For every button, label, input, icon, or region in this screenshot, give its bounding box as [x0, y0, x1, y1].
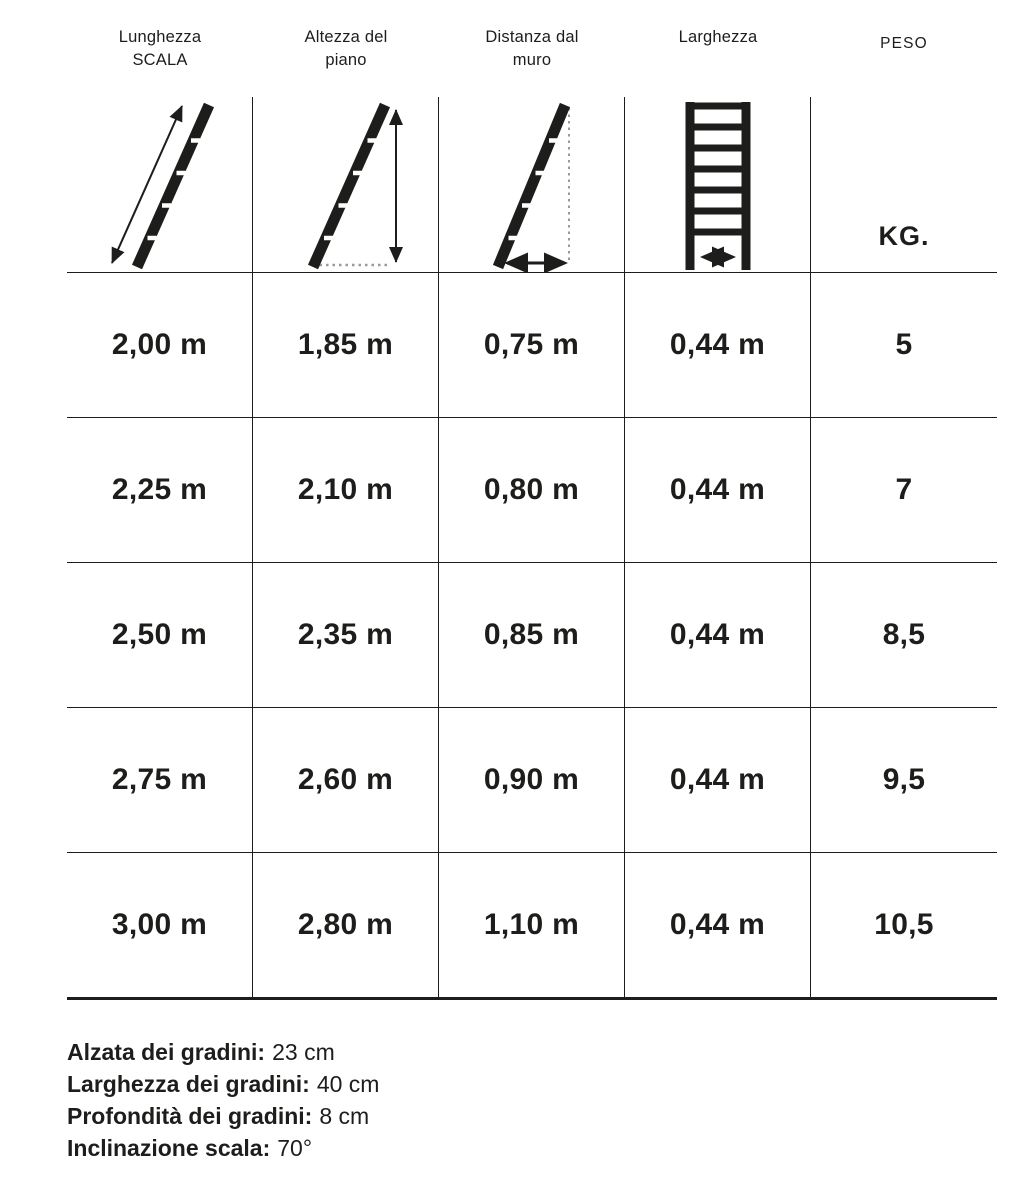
header-line: SCALA: [132, 50, 188, 69]
table-cell-distanza: 0,80 m: [439, 417, 625, 562]
column-header-altezza-piano: [253, 26, 439, 72]
table-cell-distanza: 0,90 m: [439, 707, 625, 852]
column-header-peso: [811, 26, 997, 72]
table-cell-altezza: 2,10 m: [253, 417, 439, 562]
header-line: Larghezza: [678, 28, 758, 46]
wall-distance-icon: [439, 97, 625, 272]
table-cell-larghezza: 0,44 m: [625, 707, 811, 852]
column-header-lunghezza-scala: [67, 26, 253, 72]
table-cell-altezza: 2,80 m: [253, 852, 439, 997]
table-cell-peso: 5: [811, 272, 997, 417]
column-header-distanza-muro: [439, 26, 625, 72]
table-cell-altezza: 2,60 m: [253, 707, 439, 852]
table-cell-lunghezza: 3,00 m: [67, 852, 253, 997]
spec-label: Larghezza dei gradini:: [67, 1071, 310, 1097]
ladder-length-icon: [67, 97, 253, 272]
header-line: muro: [512, 50, 552, 69]
spec-line-inclinazione: [67, 1132, 967, 1164]
spec-value: 70°: [277, 1135, 313, 1161]
table-cell-peso: 7: [811, 417, 997, 562]
header-line: PESO: [880, 35, 928, 52]
wall-distance-icon-svg: [447, 100, 617, 272]
table-cell-distanza: 0,75 m: [439, 272, 625, 417]
table-cell-distanza: 1,10 m: [439, 852, 625, 997]
column-header-larghezza: [625, 26, 811, 72]
spec-label: Profondità dei gradini:: [67, 1103, 313, 1129]
header-line: Distanza dal: [485, 28, 579, 46]
spec-line-larghezza: [67, 1068, 967, 1100]
weight-unit-cell: [811, 97, 997, 272]
spec-table: [67, 97, 997, 1000]
spec-value: 8 cm: [319, 1103, 370, 1129]
spec-label: Inclinazione scala:: [67, 1135, 271, 1161]
table-cell-larghezza: 0,44 m: [625, 852, 811, 997]
ladder-width-icon-svg: [633, 100, 803, 272]
table-cell-altezza: 2,35 m: [253, 562, 439, 707]
header-line: Lunghezza: [118, 28, 202, 46]
table-cell-larghezza: 0,44 m: [625, 562, 811, 707]
table-cell-distanza: 0,85 m: [439, 562, 625, 707]
spec-value: 40 cm: [316, 1071, 380, 1097]
kg-unit-label: KG.: [878, 221, 930, 251]
column-headers: [67, 26, 997, 72]
header-line: piano: [325, 50, 367, 69]
table-cell-lunghezza: 2,00 m: [67, 272, 253, 417]
ladder-width-icon: [625, 97, 811, 272]
platform-height-icon: [253, 97, 439, 272]
spec-label: Alzata dei gradini:: [67, 1039, 266, 1065]
ladder-length-icon-svg: [75, 100, 245, 272]
footer-specs: [67, 1036, 967, 1164]
table-cell-lunghezza: 2,75 m: [67, 707, 253, 852]
table-cell-lunghezza: 2,50 m: [67, 562, 253, 707]
header-line: Altezza del: [304, 28, 388, 46]
spec-line-profondita: [67, 1100, 967, 1132]
table-cell-larghezza: 0,44 m: [625, 272, 811, 417]
platform-height-icon-svg: [261, 100, 431, 272]
table-cell-lunghezza: 2,25 m: [67, 417, 253, 562]
spec-line-alzata: [67, 1036, 967, 1068]
table-cell-peso: 10,5: [811, 852, 997, 997]
table-cell-peso: 8,5: [811, 562, 997, 707]
table-cell-peso: 9,5: [811, 707, 997, 852]
table-cell-altezza: 1,85 m: [253, 272, 439, 417]
table-cell-larghezza: 0,44 m: [625, 417, 811, 562]
spec-value: 23 cm: [272, 1039, 335, 1065]
